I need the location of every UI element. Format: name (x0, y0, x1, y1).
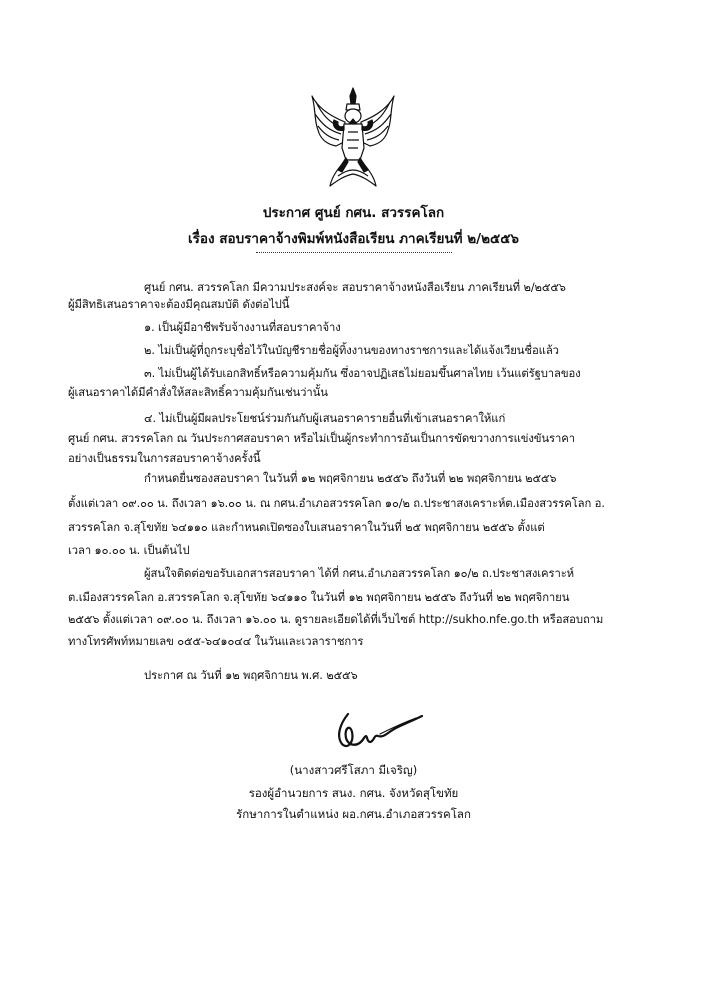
body-line: กำหนดยื่นซองสอบราคา ในวันที่ ๑๒ พฤศจิกายน ๒๕๕๖ ถึงวันที่ ๒๒ พฤศจิกายน ๒๕๕๖ (144, 472, 557, 485)
body-line: เวลา ๑๐.๐๐ น. เป็นต้นไป (68, 544, 190, 557)
body-line: ศูนย์ กศน. สวรรคโลก ณ วันประกาศสอบราคา หรือไม่เป็นผู้กระทำการอันเป็นการขัดขวางการแข่งขันราคา (68, 432, 575, 445)
garuda-emblem-icon (308, 86, 398, 190)
signatory-position: รองผู้อำนวยการ สนง. กศน. จังหวัดสุโขทัย (248, 786, 459, 800)
body-line: ๒. ไม่เป็นผู้ที่ถูกระบุชื่อไว้ในบัญชีรายชื่อผู้ทิ้งงานของทางราชการและได้แจ้งเวียนชื่อแล้ว (144, 344, 559, 357)
announce-date: ประกาศ ณ วันที่ ๑๒ พฤศจิกายน พ.ศ. ๒๕๕๖ (144, 669, 358, 682)
body-line: อย่างเป็นธรรมในการสอบราคาจ้างครั้งนี้ (68, 452, 261, 465)
body-line: ๒๕๕๖ ตั้งแต่เวลา ๐๙.๐๐ น. ถึงเวลา ๑๖.๐๐ น. ดูรายละเอียดได้ที่เว็บไซต์ http://sukho.nfe.go.th หรือสอบถาม (68, 613, 604, 626)
body-line: ๓. ไม่เป็นผู้ได้รับเอกสิทธิ์หรือความคุ้มกัน ซึ่งอาจปฏิเสธไม่ยอมขึ้นศาลไทย เว้นแต่รัฐบาลของ (144, 367, 581, 380)
announcement-title: ประกาศ ศูนย์ กศน. สวรรคโลก (262, 205, 445, 221)
signature-image (318, 702, 426, 758)
body-line: ๔. ไม่เป็นผู้มีผลประโยชน์ร่วมกันกับผู้เสนอราคารายอื่นที่เข้าเสนอราคาให้แก่ (144, 412, 506, 425)
body-line: ๑. เป็นผู้มีอาชีพรับจ้างงานที่สอบราคาจ้าง (144, 321, 341, 334)
body-line: สวรรคโลก จ.สุโขทัย ๖๔๑๑๐ และกำหนดเปิดซองใบเสนอราคาในวันที่ ๒๕ พฤศจิกายน ๒๕๕๖ ตั้งแต่ (68, 521, 545, 534)
body-line: ต.เมืองสวรรคโลก อ.สวรรคโลก จ.สุโขทัย ๖๔๑๑๐ ในวันที่ ๑๒ พฤศจิกายน ๒๕๕๖ ถึงวันที่ ๒๒ พฤศจิกายน (68, 591, 570, 604)
body-line: ตั้งแต่เวลา ๐๙.๐๐ น. ถึงเวลา ๑๖.๐๐ น. ณ กศน.อำเภอสวรรคโลก ๑๐/๒ ถ.ประชาสงเคราะห์ต.เมืองสวรรคโลก อ. (68, 497, 605, 510)
body-line: ศูนย์ กศน. สวรรคโลก มีความประสงค์จะ สอบราคาจ้างหนังสือเรียน ภาคเรียนที่ ๒/๒๕๕๖ (144, 281, 566, 294)
body-line: ผู้สนใจติดต่อขอรับเอกสารสอบราคา ได้ที่ กศน.อำเภอสวรรคโลก ๑๐/๒ ถ.ประชาสงเคราะห์ (144, 567, 575, 580)
dotted-divider (256, 252, 452, 253)
signatory-name: (นางสาวศรีโสภา มีเจริญ) (289, 763, 418, 777)
body-line: ทางโทรศัพท์หมายเลข ๐๕๕-๖๔๑๐๔๔ ในวันและเวลาราชการ (68, 635, 364, 648)
body-line: ผู้เสนอราคาได้มีคำสั่งให้สละสิทธิ์ความคุ้มกันเช่นว่านั้น (68, 386, 328, 399)
announcement-subject: เรื่อง สอบราคาจ้างพิมพ์หนังสือเรียน ภาคเรียนที่ ๒/๒๕๕๖ (187, 231, 520, 247)
signatory-acting-position: รักษาการในตำแหน่ง ผอ.กศน.อำเภอสวรรคโลก (236, 807, 471, 821)
body-line: ผู้มีสิทธิเสนอราคาจะต้องมีคุณสมบัติ ดังต่อไปนี้ (68, 298, 290, 311)
